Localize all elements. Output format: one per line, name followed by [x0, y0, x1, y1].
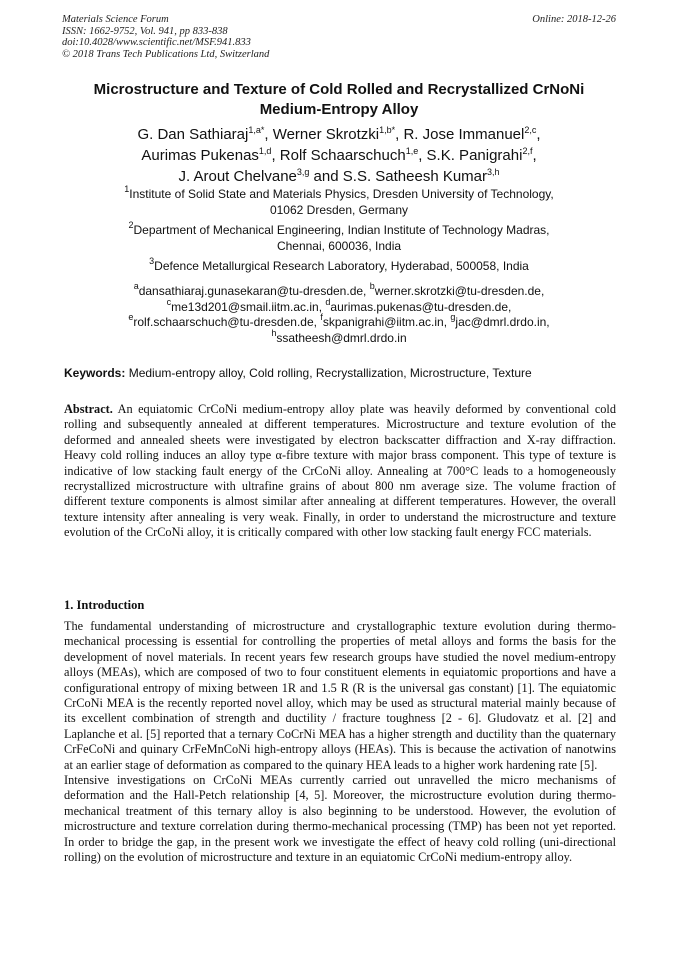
author-sep: ,: [271, 147, 280, 164]
author-name: S.S. Satheesh Kumar: [342, 168, 488, 185]
journal-header: [62, 14, 616, 60]
affiliation-3: [60, 258, 618, 274]
email-sup: g: [450, 312, 456, 322]
author-sup: 1,a*: [248, 125, 265, 135]
online-date: Online: 2018-12-26: [532, 14, 616, 25]
abstract-label: Abstract.: [64, 402, 113, 416]
copyright-line: © 2018 Trans Tech Publications Ltd, Switzerland: [62, 48, 270, 60]
author-name: Rolf Schaarschuch: [279, 147, 406, 164]
email-link[interactable]: jac@dmrl.drdo.in,: [455, 315, 550, 329]
keywords-label: Keywords:: [64, 366, 126, 380]
email-sup: f: [320, 312, 323, 322]
affiliation-line: Institute of Solid State and Materials Physics, Dresden University of Technology,: [129, 187, 554, 201]
issn-line: ISSN: 1662-9752, Vol. 941, pp 833-838: [62, 25, 228, 37]
affiliation-sup: 2: [128, 220, 134, 230]
author-sep: ,: [264, 126, 273, 143]
email-link[interactable]: aurimas.pukenas@tu-dresden.de,: [330, 299, 512, 314]
email-link[interactable]: skpanigrahi@iitm.ac.in,: [322, 315, 451, 329]
author-sep: and: [309, 168, 343, 185]
email-sup: h: [271, 327, 277, 338]
email-link[interactable]: ssatheesh@dmrl.drdo.in: [276, 330, 407, 345]
email-link[interactable]: dansathiaraj.gunasekaran@tu-dresden.de,: [138, 284, 370, 298]
author-list: [60, 124, 618, 187]
author-name: Werner Skrotzki: [272, 126, 380, 143]
author-sup: 1,e: [405, 146, 419, 156]
keywords-text: Medium-entropy alloy, Cold rolling, Recrystallization, Microstructure, Texture: [125, 366, 532, 380]
email-link[interactable]: me13d201@smail.iitm.ac.in,: [171, 299, 326, 314]
journal-name: Materials Science Forum: [62, 14, 169, 25]
affiliation-line: Chennai, 600036, India: [276, 239, 402, 253]
author-name: S.K. Panigrahi: [426, 147, 523, 164]
author-sep: ,: [532, 147, 537, 164]
paper-title: [60, 80, 618, 120]
author-name: R. Jose Immanuel: [403, 126, 525, 143]
email-sup: e: [128, 312, 134, 322]
section-heading: 1. Introduction: [64, 598, 145, 612]
affiliation-sup: 3: [149, 256, 155, 266]
author-sup: 1,d: [258, 146, 272, 156]
affiliation-sup: 1: [124, 184, 130, 194]
author-sep: ,: [536, 126, 541, 143]
affiliation-line: 01062 Dresden, Germany: [269, 203, 409, 217]
affiliation-2: [60, 222, 618, 254]
email-sup: b: [369, 281, 375, 291]
email-sup: c: [166, 296, 172, 307]
author-sup: 3,g: [296, 167, 310, 177]
author-sup: 1,b*: [379, 125, 396, 135]
author-line-3: [60, 166, 618, 187]
author-sep: ,: [418, 147, 427, 164]
email-sup: d: [325, 296, 331, 307]
email-sup: a: [133, 281, 139, 291]
intro-paragraph-1: The fundamental understanding of microstructure and crystallographic texture evolution during thermo-mechanical processing is essential for controlling the properties of metal alloys and forms the basis for the development of novel materials. In recent years few research groups have studied the novel medium-entropy alloys (MEAs), which are composed of two to four constituent elements in equiatomic proportions and have a configurational entropy of mixing between 1R and 1.5 R (R is the universal gas constant) [1]. The equiatomic CrCoNi MEA is the recently reported novel alloy, which may be used as structural material mainly because of its excellent combination of strength and ductility / fracture toughness [2 - 6]. Gludovatz et al. [2] and Laplanche et al. [5] reported that a ternary CoCrNi MEA has a higher strength and ductility than the quaternary CrFeCoNi and quinary CrFeMnCoNi high-entropy alloys (HEAs). This is because the activation of nanotwins at an earlier stage of deformation as compared to the quinary HEA leads to a higher work hardening rate [5].: [64, 619, 616, 772]
author-sup: 2,c: [524, 125, 537, 135]
author-name: G. Dan Sathiaraj: [137, 126, 249, 143]
affiliation-1: [60, 186, 618, 218]
doi-line[interactable]: doi:10.4028/www.scientific.net/MSF.941.833: [62, 37, 251, 48]
email-link[interactable]: rolf.schaarschuch@tu-dresden.de,: [133, 315, 321, 329]
intro-paragraph-2: Intensive investigations on CrCoNi MEAs currently carried out unravelled the micro mechanisms of deformation and the Hall-Petch relationship [4, 5]. Moreover, the microstructure evolution during thermo-mechanical treatment of this ternary alloy is also beginning to be understood. However, the evolution of microstructure and texture correlation during thermo-mechanical processing (TMP) has been not yet reported. In order to bridge the gap, in the present work we investigate the effect of heavy cold rolling (uni-directional rolling) on the evolution of microstructure and texture in an equiatomic CrCoNi medium-entropy alloy.: [64, 773, 616, 865]
title-line-1: Microstructure and Texture of Cold Rolled and Recrystallized CrNoNi: [93, 81, 585, 98]
email-link[interactable]: werner.skrotzki@tu-dresden.de,: [374, 284, 545, 298]
author-sep: ,: [395, 126, 404, 143]
abstract-text: An equiatomic CrCoNi medium-entropy alloy plate was heavily deformed by conventional cold rolling and subsequently annealed at different temperatures. Microstructure and texture evolution of the deformed and annealed sheets were investigated by electron backscatter diffraction and X-ray diffraction. Heavy cold rolling induces an alloy type α-fibre texture with major brass component. This type of texture is indicative of low stacking fault energy of the CrCoNi alloy. Annealing at 700°C leads to a homogeneously recrystallized microstructure with ultrafine grains of about 800 nm average size. The volume fraction of different texture components is almost similar after annealing at different temperatures. However, the overall texture intensity after annealing is very weak. Finally, in order to understand the microstructure and texture evolution of the CrCoNi alloy, it is critically compared with other low stacking fault energy FCC materials.: [64, 402, 616, 540]
affiliation-line: Defence Metallurgical Research Laboratory, Hyderabad, 500058, India: [154, 259, 529, 273]
author-line-2: [60, 145, 618, 166]
affiliation-line: Department of Mechanical Engineering, Indian Institute of Technology Madras,: [133, 223, 550, 237]
author-line-1: [60, 124, 618, 145]
author-sup: 3,h: [487, 167, 500, 177]
keywords: [64, 365, 616, 381]
title-line-2: Medium-Entropy Alloy: [259, 101, 419, 118]
author-sup: 2,f: [522, 146, 533, 156]
author-name: J. Arout Chelvane: [178, 168, 297, 185]
abstract: [64, 402, 616, 541]
author-name: Aurimas Pukenas: [141, 147, 259, 164]
email-list: [60, 281, 618, 346]
introduction-body: [64, 619, 616, 866]
